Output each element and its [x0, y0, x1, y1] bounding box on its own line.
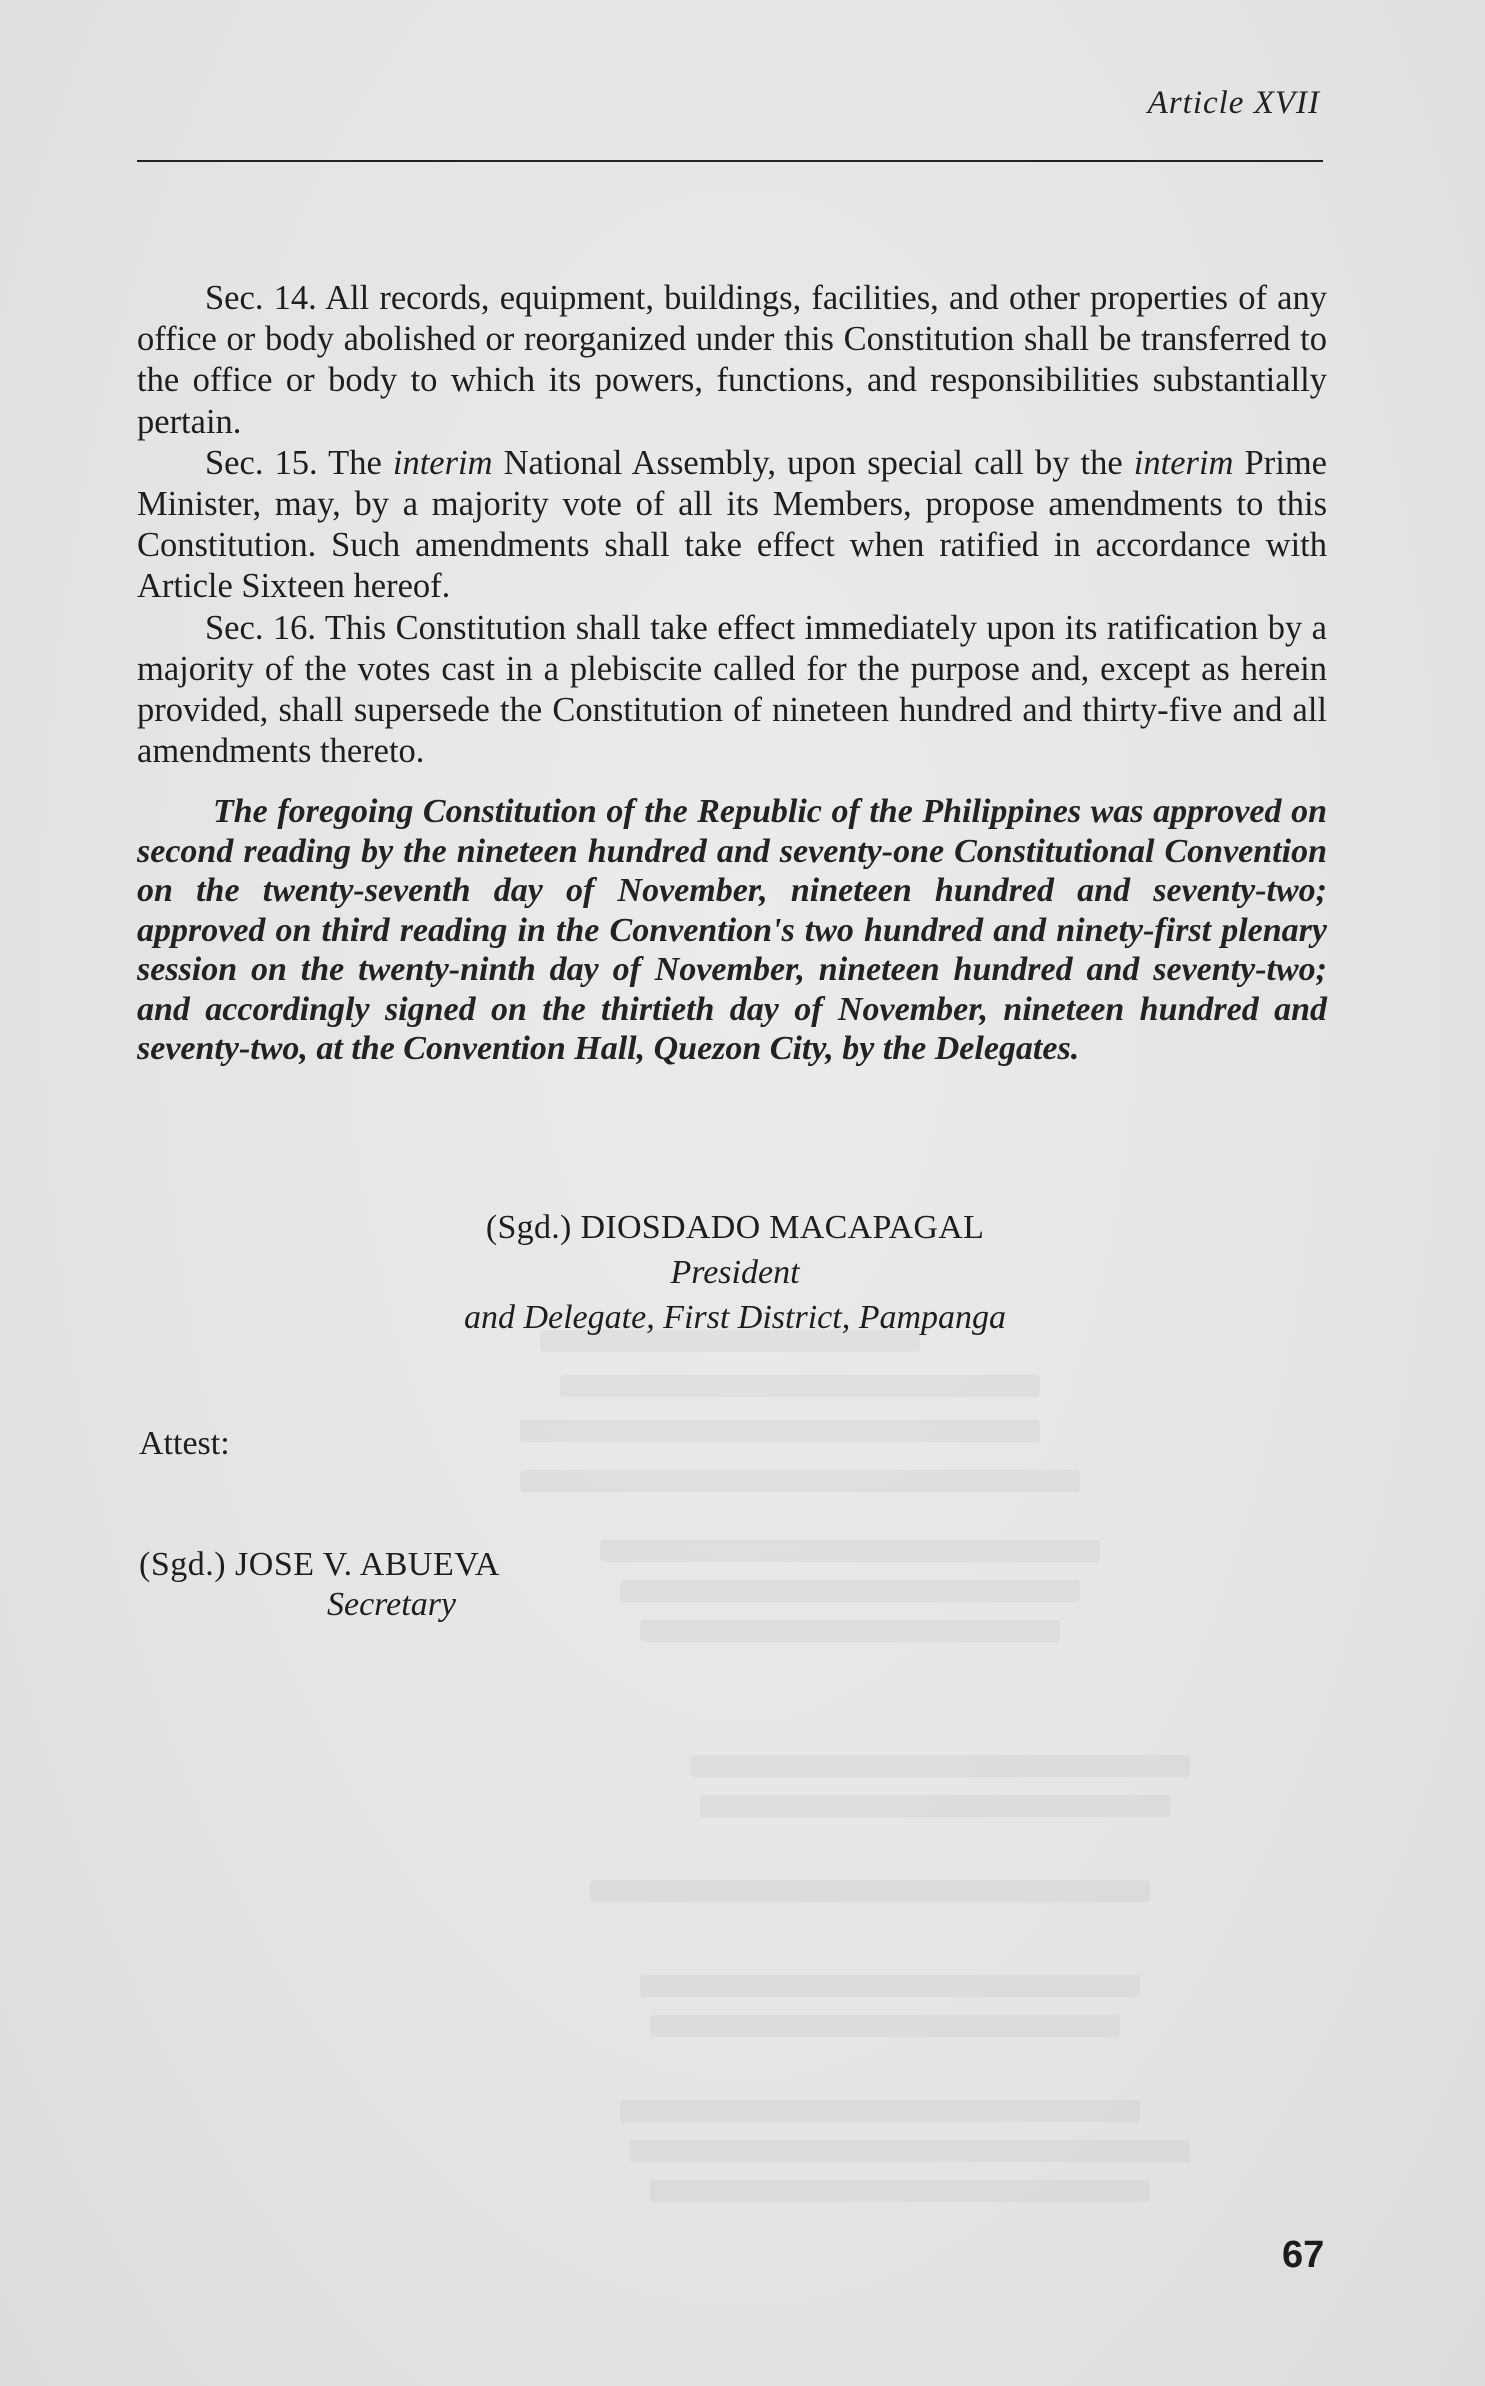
section-label: Sec. 14.	[205, 279, 317, 317]
show-through-line	[600, 1540, 1100, 1562]
show-through-line	[620, 2100, 1140, 2122]
section-label: Sec. 16.	[205, 608, 317, 647]
attestation-paragraph: The foregoing Constitution of the Republic of the Philippines was approved on second reading by the nineteen hundred and seventy-one Constitutional Convention on the twenty-seventh day of November, nineteen hundred and seventy-two; approved on third reading in the Convention's two hundred and ninety-first plenary session on the twenty-ninth day of November, nineteen hundred and seventy-two; and accordingly signed on the thirtieth day of November, nineteen hundred and seventy-two, at the Convention Hall, Quezon City, by the Delegates.	[137, 793, 1327, 1067]
show-through-line	[650, 2180, 1150, 2202]
president-title: President	[670, 1254, 800, 1291]
show-through-line	[590, 1880, 1150, 1902]
header-rule	[137, 160, 1323, 162]
show-through-line	[630, 2140, 1190, 2162]
president-delegate-title: and Delegate, First District, Pampanga	[463, 1299, 1007, 1336]
show-through-line	[690, 1755, 1190, 1777]
secretary-title: Secretary	[327, 1586, 457, 1623]
show-through-line	[640, 1620, 1060, 1642]
section-16	[137, 608, 1327, 773]
show-through-line	[520, 1420, 1040, 1442]
show-through-line	[640, 1975, 1140, 1997]
show-through-line	[520, 1470, 1080, 1492]
page-number: 67	[1282, 2234, 1325, 2276]
section-label: Sec. 15.	[205, 443, 318, 482]
section-text: Prime Minister, may, by a majority vote of all its Members, propose amendments to this Constitution. Such amendments shall take effect when ratified in accordance with Article Sixteen hereof.	[137, 443, 1327, 606]
show-through-line	[620, 1580, 1080, 1602]
show-through-line	[560, 1375, 1040, 1397]
constitution-body	[137, 278, 1327, 772]
secretary-signature-block	[139, 1545, 500, 1625]
section-text: All records, equipment, buildings, facilities, and other properties of any office or body abolished or reorganized under this Constitution shall be transferred to the office or body to which its powers, functions, and responsibilities substantially pertain.	[137, 279, 1327, 441]
show-through-line	[700, 1795, 1170, 1817]
section-text-italic: interim	[392, 443, 493, 482]
secretary-name: (Sgd.) JOSE V. ABUEVA	[139, 1546, 500, 1583]
section-15	[137, 443, 1327, 608]
running-head: Article XVII	[1147, 85, 1320, 121]
section-14	[137, 278, 1327, 443]
show-through-line	[650, 2015, 1120, 2037]
section-text: This Constitution shall take effect immediately upon its ratification by a majority of the votes cast in a plebiscite called for the purpose and, except as herein provided, shall supersede the Constitution of nineteen hundred and thirty-five and all amendments thereto.	[137, 608, 1327, 771]
section-text: The	[328, 443, 393, 482]
president-signature-block	[410, 1205, 1060, 1340]
section-text: National Assembly, upon special call by the	[492, 443, 1134, 482]
section-text-italic: interim	[1133, 443, 1234, 482]
president-name: (Sgd.) DIOSDADO MACAPAGAL	[485, 1209, 985, 1246]
attest-label: Attest:	[139, 1425, 230, 1462]
